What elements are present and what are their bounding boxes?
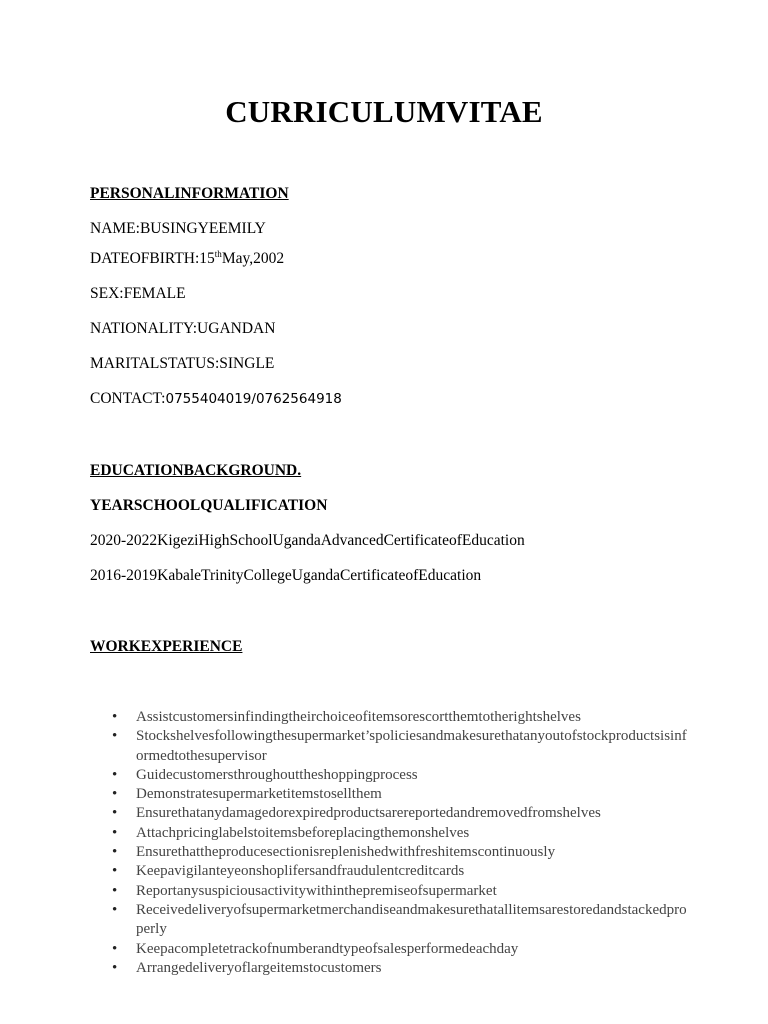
document-title: CURRICULUMVITAE bbox=[225, 94, 543, 129]
date-of-birth-line bbox=[90, 250, 284, 268]
dob-superscript: th bbox=[214, 249, 222, 259]
contact-line bbox=[90, 390, 342, 408]
duty-item: • Ensurethatanydamagedorexpiredproductsarereportedandremovedfromshelves bbox=[112, 804, 692, 823]
duty-item: • Ensurethattheproducesectionisreplenishedwithfreshitemscontinuously bbox=[112, 843, 692, 862]
education-entry: 2020-2022KigeziHighSchoolUgandaAdvancedCertificateofEducation bbox=[90, 532, 525, 549]
name-line: NAME:BUSINGYEEMILY bbox=[90, 220, 266, 237]
work-duties-list bbox=[112, 708, 692, 978]
contact-label: CONTACT: bbox=[90, 390, 166, 407]
education-columns-header: YEARSCHOOLQUALIFICATION bbox=[90, 497, 328, 514]
marital-status-line: MARITALSTATUS:SINGLE bbox=[90, 355, 275, 372]
duty-item: • Guidecustomersthroughouttheshoppingprocess bbox=[112, 766, 692, 785]
duty-item: • Reportanysuspiciousactivitywithinthepremiseofsupermarket bbox=[112, 882, 692, 901]
education-heading: EDUCATIONBACKGROUND. bbox=[90, 462, 302, 479]
duty-item: • Assistcustomersinfindingtheirchoiceofitemsorescortthemtotherightshelves bbox=[112, 708, 692, 727]
duty-item: • Keepavigilanteyeonshoplifersandfraudulentcreditcards bbox=[112, 862, 692, 881]
duty-item: • Arrangedeliveryoflargeitemstocustomers bbox=[112, 959, 692, 978]
duty-item: • Receivedeliveryofsupermarketmerchandiseandmakesurethatallitemsarestoredandstackedproperly bbox=[112, 901, 692, 940]
contact-value: 0755404019/0762564918 bbox=[165, 391, 342, 407]
duty-item: • Stockshelvesfollowingthesupermarket’spoliciesandmakesurethatanyoutofstockproductsisinformedtothesupervisor bbox=[112, 727, 692, 766]
nationality-line: NATIONALITY:UGANDAN bbox=[90, 320, 276, 337]
work-experience-heading: WORKEXPERIENCE bbox=[90, 638, 243, 655]
dob-prefix: DATEOFBIRTH:15 bbox=[90, 250, 215, 267]
personal-information-heading: PERSONALINFORMATION bbox=[90, 185, 289, 202]
education-entry: 2016-2019KabaleTrinityCollegeUgandaCertificateofEducation bbox=[90, 567, 482, 584]
duty-item: • Demonstratesupermarketitemstosellthem bbox=[112, 785, 692, 804]
sex-line: SEX:FEMALE bbox=[90, 285, 186, 302]
dob-suffix: May,2002 bbox=[221, 250, 285, 267]
duty-item: • Keepacompletetrackofnumberandtypeofsalesperformedeachday bbox=[112, 940, 692, 959]
duty-item: • Attachpricinglabelstoitemsbeforeplacingthemonshelves bbox=[112, 824, 692, 843]
